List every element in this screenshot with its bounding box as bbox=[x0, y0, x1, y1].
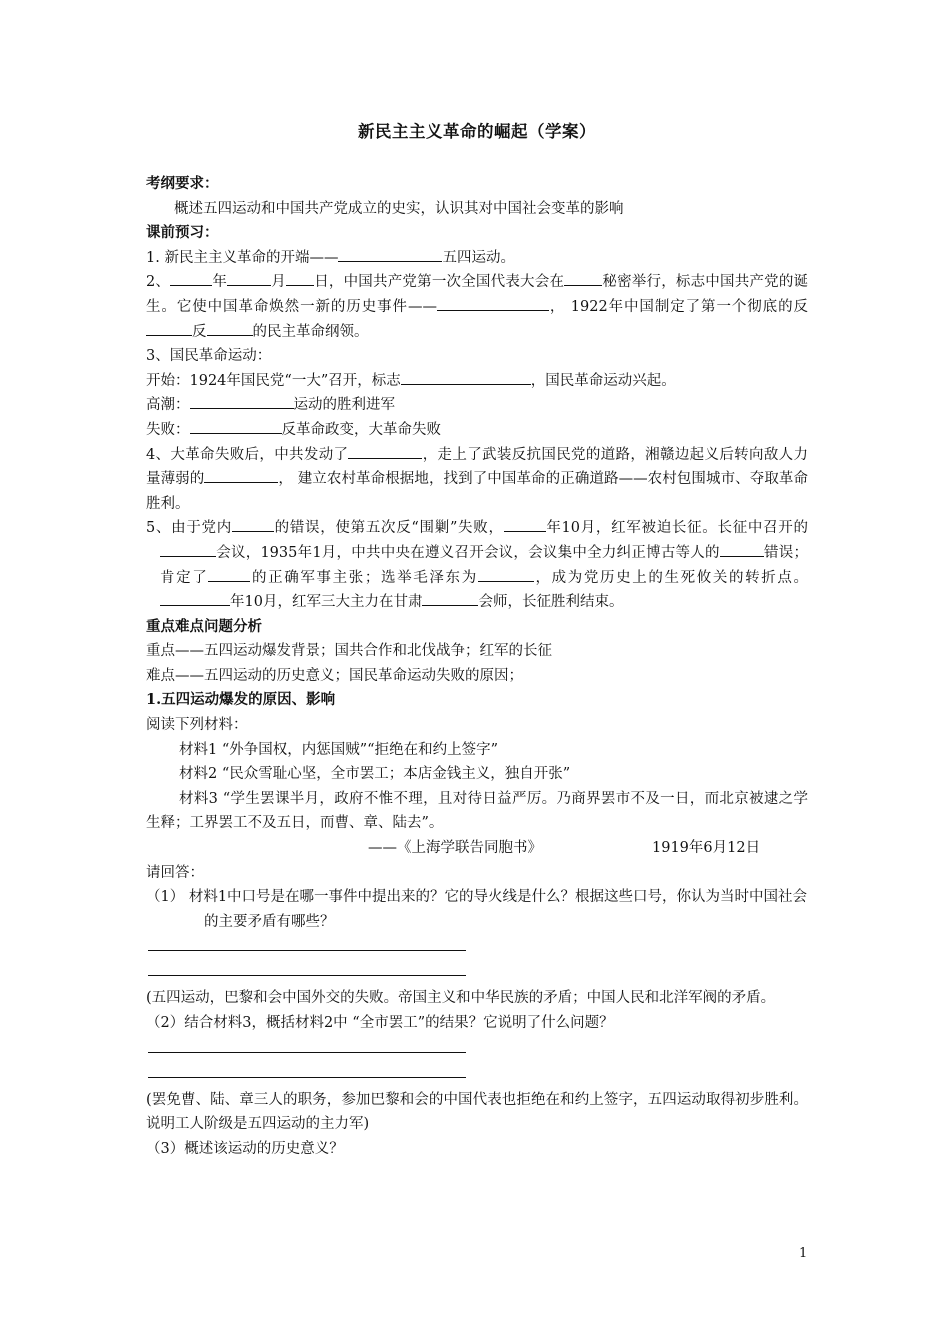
analysis-difficult-points: 难点——五四运动的历史意义；国民革命运动失败的原因； bbox=[146, 667, 523, 684]
questions-intro: 请回答： bbox=[146, 864, 204, 881]
fill-blank[interactable] bbox=[232, 516, 274, 532]
answer-line[interactable] bbox=[148, 1063, 466, 1078]
fill-blank[interactable] bbox=[146, 320, 192, 336]
answer-line[interactable] bbox=[148, 1052, 466, 1053]
question-1: （1） 材料1中口号是在哪一事件中提出来的？它的导火线是什么？根据这些口号，你认为当时中国社会的主要矛盾有哪些？ bbox=[146, 889, 808, 930]
fill-blank[interactable] bbox=[190, 393, 294, 409]
fill-blank[interactable] bbox=[207, 320, 253, 336]
fill-blank[interactable] bbox=[208, 566, 250, 582]
fill-blank[interactable] bbox=[348, 443, 422, 459]
analysis-heading: 重点难点问题分析 bbox=[146, 617, 262, 635]
question-3: （3）概述该运动的历史意义？ bbox=[146, 1140, 344, 1157]
answer-line[interactable] bbox=[148, 961, 466, 976]
preview-question-4: 4、大革命失败后，中共发动了 ，走上了武装反抗国民党的道路，湘赣边起义后转向敌人力量薄弱的 ， 建立农村革命根据地，找到了中国革命的正确道路——农村包围城市、夺取革命胜利。 bbox=[146, 443, 808, 517]
preview-question-3-start: 开始：1924年国民党“一大”召开，标志 ，国民革命运动兴起。 bbox=[146, 369, 808, 394]
page-number: 1 bbox=[799, 1246, 808, 1261]
fill-blank[interactable] bbox=[227, 270, 271, 286]
fill-blank[interactable] bbox=[160, 541, 216, 557]
fill-blank[interactable] bbox=[720, 541, 764, 557]
material-3: 材料3 “学生罢课半月，政府不惟不理，且对待日益严厉。乃商界罢市不及一日，而北京被逮之学生释；工界罢工不及五日，而曹、章、陆去”。 bbox=[146, 790, 808, 832]
answer-2: (罢免曹、陆、章三人的职务，参加巴黎和会的中国代表也拒绝在和约上签字，五四运动取得初步胜利。说明工人阶级是五四运动的主力军) bbox=[146, 1091, 808, 1133]
source-date: 1919年6月12日 bbox=[652, 840, 761, 857]
answer-line[interactable] bbox=[148, 950, 466, 951]
syllabus-text: 概述五四运动和中国共产党成立的史实，认识其对中国社会变革的影响 bbox=[174, 200, 624, 217]
preview-question-3-fail: 失败： 反革命政变，大革命失败 bbox=[146, 418, 808, 443]
worksheet-page bbox=[146, 118, 808, 1161]
analysis-key-points: 重点——五四运动爆发背景；国共合作和北伐战争；红军的长征 bbox=[146, 643, 552, 660]
fill-blank[interactable] bbox=[504, 516, 546, 532]
source-title: ——《上海学联告同胞书》 bbox=[368, 840, 542, 857]
preview-question-2: 2、 年 月 日，中国共产党第一次全国代表大会在 秘密举行，标志中国共产党的诞生。它使中国革命焕然一新的历史事件—— ， 1922年中国制定了第一个彻底的反反 的民主革命纲领。 bbox=[146, 270, 808, 344]
fill-blank[interactable] bbox=[204, 467, 278, 483]
material-source bbox=[146, 836, 808, 861]
question-2: （2）结合材料3，概括材料2中 “全市罢工”的结果？它说明了什么问题？ bbox=[146, 1015, 614, 1031]
fill-blank[interactable] bbox=[437, 295, 549, 311]
material-2: 材料2 “民众雪耻心坚，全市罢工；本店金钱主义，独自开张” bbox=[179, 766, 571, 783]
fill-blank[interactable] bbox=[190, 418, 282, 434]
answer-1: (五四运动，巴黎和会中国外交的失败。帝国主义和中华民族的矛盾；中国人民和北洋军阀的矛盾。 bbox=[146, 990, 776, 1007]
fill-blank[interactable] bbox=[338, 246, 442, 262]
syllabus-heading: 考纲要求： bbox=[146, 175, 219, 192]
fill-blank[interactable] bbox=[170, 270, 212, 286]
preview-heading: 课前预习： bbox=[146, 224, 219, 242]
fill-blank[interactable] bbox=[286, 270, 314, 286]
preview-question-5: 5、由于党内 的错误，使第五次反“围剿”失败， 年10月，红军被迫长征。长征中召开的会议，1935年1月，中共中央在遵义召开会议，会议集中全力纠正博古等人的 错误；肯定了 的正确军事主张；选举毛泽东为 ，成为党历史上的生死攸关的转折点。年10月，红军三大主力在甘肃 会师，长征胜利结束。 bbox=[146, 516, 808, 614]
material-1: 材料1 “外争国权，内惩国贼”“拒绝在和约上签字” bbox=[179, 741, 498, 758]
preview-question-3-peak: 高潮： 运动的胜利进军 bbox=[146, 393, 808, 418]
preview-question-1: 1. 新民主主义革命的开端—— 五四运动。 bbox=[146, 246, 808, 271]
fill-blank[interactable] bbox=[478, 566, 534, 582]
preview-question-3-title: 3、国民革命运动： bbox=[146, 348, 272, 365]
fill-blank[interactable] bbox=[160, 590, 230, 606]
fill-blank[interactable] bbox=[401, 369, 531, 385]
page-title: 新民主主义革命的崛起（学案） bbox=[358, 122, 596, 141]
reading-intro: 阅读下列材料： bbox=[146, 717, 248, 734]
section-1-heading: 1.五四运动爆发的原因、影响 bbox=[146, 691, 336, 709]
fill-blank[interactable] bbox=[564, 270, 602, 286]
fill-blank[interactable] bbox=[422, 590, 478, 606]
